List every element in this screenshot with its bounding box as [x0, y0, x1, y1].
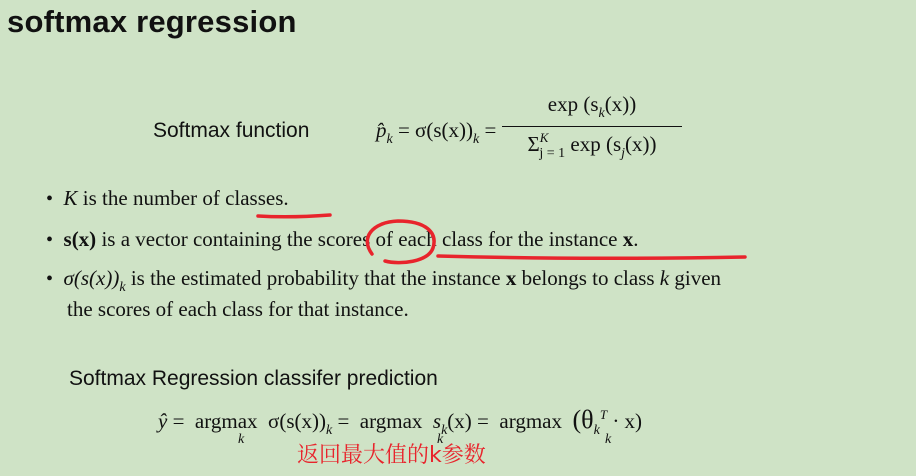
p-hat: p̂ — [376, 118, 387, 142]
fraction-denominator: $\Sigma^K_{j = 1}$ $\exp (s_j(x))$ — [527, 130, 657, 161]
bullet-item: • K is the number of classes. — [46, 186, 289, 210]
bullet-dot: • — [46, 229, 54, 251]
argmax-1: argmax — [194, 409, 258, 433]
fraction-numerator: $\exp (s_k(x))$ — [547, 92, 637, 121]
argmax-1-subscript: k — [238, 432, 245, 447]
bullet-item: • s(x) is a vector containing the scores of each class for the instance x. — [46, 227, 639, 251]
scores-word: scores — [317, 227, 371, 251]
sigma-term: = σ(s(x)) — [397, 118, 474, 142]
argmax-3: argmax — [499, 409, 562, 433]
prediction-label: Softmax Regression classifer prediction — [69, 367, 438, 390]
bullet-line-2: the scores of each class for that instance. — [67, 297, 409, 321]
p-sub: k — [386, 132, 393, 147]
argmax-2-subscript: k — [437, 432, 444, 447]
bullet-item: • $\sigma(s(x))_k$ is the estimated probability that the instance x belongs to class k given — [46, 266, 722, 295]
underline-instance — [438, 256, 745, 258]
sigma-sub: k — [473, 132, 480, 147]
argmax-2: argmax — [359, 409, 423, 433]
bullet-dot: • — [46, 268, 54, 290]
softmax-function-label: Softmax function — [153, 119, 310, 142]
page-title: softmax regression — [7, 4, 297, 39]
circle-scores — [367, 221, 434, 263]
equals-sign: = — [484, 118, 497, 142]
bullet-dot: • — [46, 188, 54, 210]
underline-classes — [258, 215, 330, 217]
prediction-formula: ŷ = argmax $\sigma(s(x))_k = argmax$ $s_k(x) = argmax$ $(\theta_k^T \cdot x)$ — [158, 405, 643, 438]
argmax-3-subscript: k — [605, 432, 612, 447]
red-annotation: 返回最大值的k参数 — [297, 443, 486, 468]
